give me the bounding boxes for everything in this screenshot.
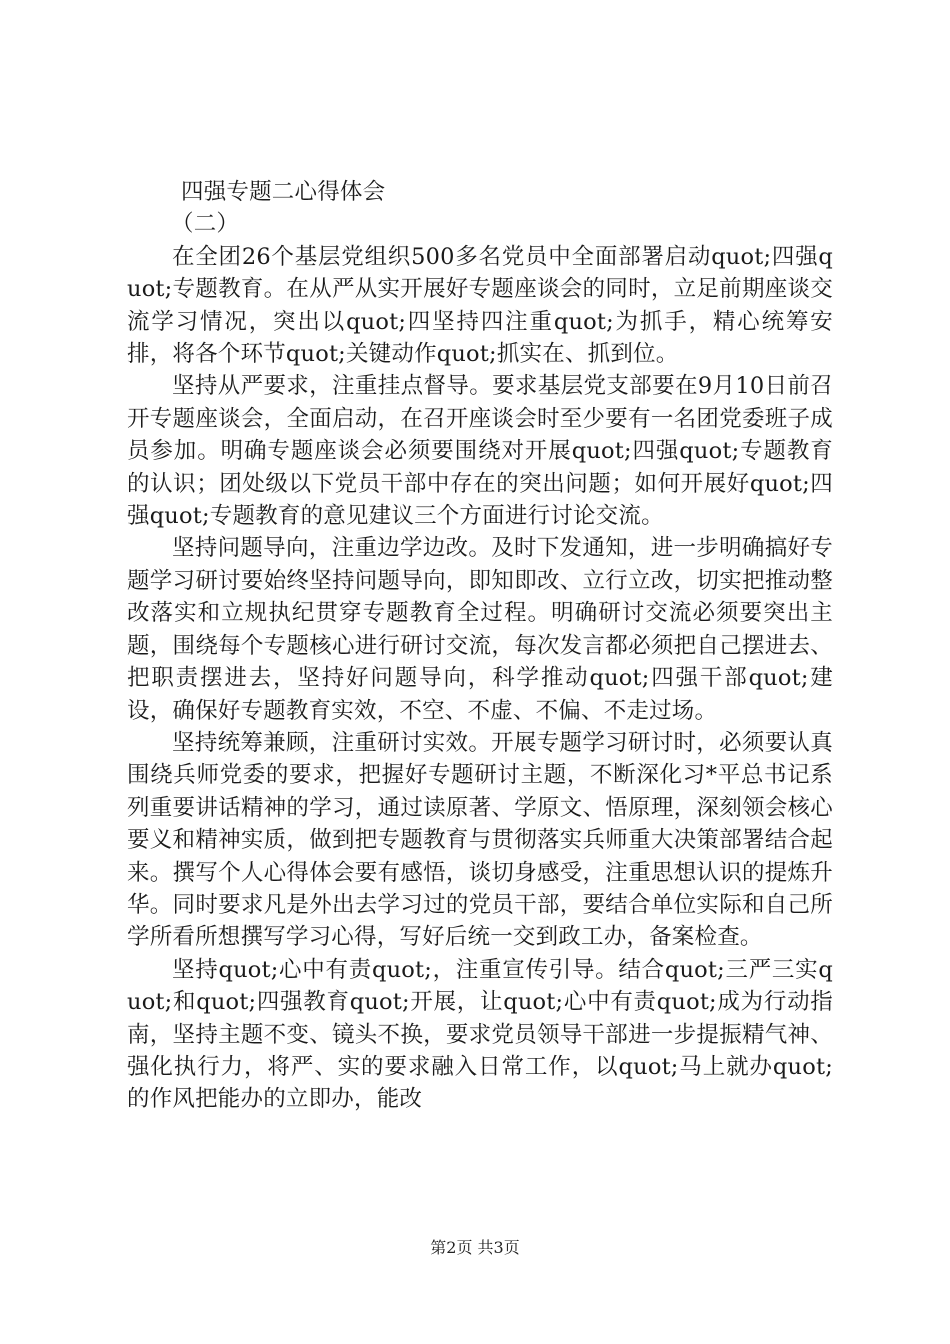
paragraph-3: 坚持问题导向，注重边学边改。及时下发通知，进一步明确搞好专题学习研讨要始终坚持问题导向，即知即改、立行立改，切实把推动整改落实和立规执纪贯穿专题教育全过程。明确研讨交流必须要突出主题，围绕每个专题核心进行研讨交流，每次发言都必须把自己摆进去、把职责摆进去，坚持好问题导向，科学推动quot;四强干部quot;建设，确保好专题教育实效，不空、不虚、不偏、不走过场。 (127, 535, 833, 724)
document-subtitle: （二） (171, 211, 240, 238)
page-number: 第2页 共3页 (430, 1238, 520, 1257)
paragraph-1: 在全团26个基层党组织500多名党员中全面部署启动quot;四强quot;专题教育。在从严从实开展好专题座谈会的同时，立足前期座谈交流学习情况，突出以quot;四坚持四注重quot;为抓手，精心统筹安排，将各个环节quot;关键动作quot;抓实在、抓到位。 (127, 243, 833, 368)
document-body (127, 176, 833, 1116)
paragraph-2: 坚持从严要求，注重挂点督导。要求基层党支部要在9月10日前召开专题座谈会，全面启动，在召开座谈会时至少要有一名团党委班子成员参加。明确专题座谈会必须要围绕对开展quot;四强quot;专题教育的认识；团处级以下党员干部中存在的突出问题；如何开展好quot;四强quot;专题教育的意见建议三个方面进行讨论交流。 (127, 373, 833, 530)
paragraph-5: 坚持quot;心中有责quot;，注重宣传引导。结合quot;三严三实quot;和quot;四强教育quot;开展，让quot;心中有责quot;成为行动指南，坚持主题不变、镜头不换，要求党员领导干部进一步提振精气神、强化执行力，将严、实的要求融入日常工作，以quot;马上就办quot;的作风把能办的立即办，能改 (127, 956, 833, 1113)
document-title: 四强专题二心得体会 (181, 179, 386, 205)
paragraph-4: 坚持统筹兼顾，注重研讨实效。开展专题学习研讨时，必须要认真围绕兵师党委的要求，把握好专题研讨主题，不断深化习*平总书记系列重要讲话精神的学习，通过读原著、学原文、悟原理，深刻领会核心要义和精神实质，做到把专题教育与贯彻落实兵师重大决策部署结合起来。撰写个人心得体会要有感悟，谈切身感受，注重思想认识的提炼升华。同时要求凡是外出去学习过的党员干部，要结合单位实际和自己所学所看所想撰写学习心得，写好后统一交到政工办，备案检查。 (127, 729, 833, 951)
